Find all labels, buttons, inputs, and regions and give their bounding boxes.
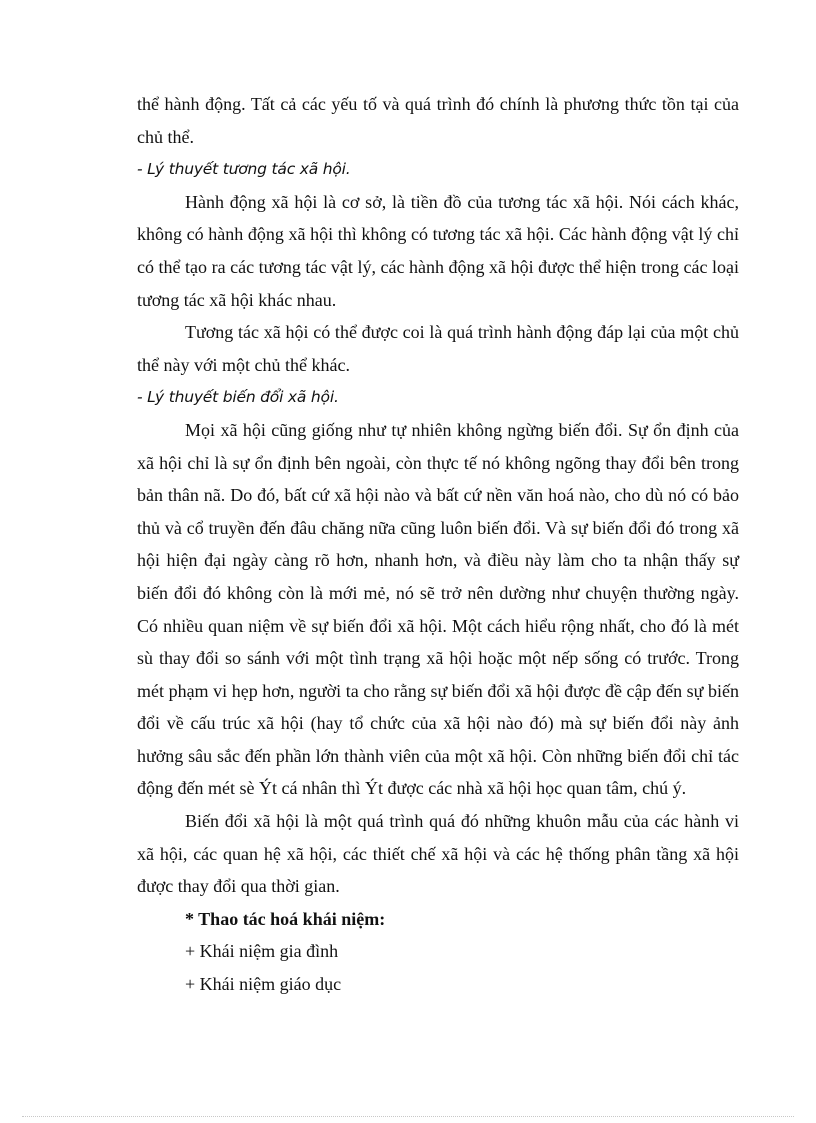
list-item-family: + Khái niệm gia đình	[185, 941, 339, 962]
heading-interaction-theory: - Lý thuyết tương tác xã hội.	[137, 160, 351, 179]
paragraph-social-action: Hành động xã hội là cơ sở, là tiền đồ của tương tác xã hội. Nói cách khác, không có hành động xã hội thì không có tương tác xã hội. Các hành động vật lý chỉ có thể tạo ra các tương tác vật lý, các hành động xã hội được thể hiện trong các loại tương tác xã hội khác nhau.	[137, 191, 739, 310]
heading-change-theory: - Lý thuyết biến đổi xã hội.	[137, 388, 339, 407]
paragraph-social-interaction: Tương tác xã hội có thể được coi là quá trình hành động đáp lại của một chủ thể này với một chủ thể khác.	[137, 322, 739, 375]
heading-operationalization: * Thao tác hoá khái niệm:	[185, 908, 386, 929]
document-body	[137, 88, 739, 1001]
paragraph-change-definition: Biến đổi xã hội là một quá trình quá đó những khuôn mẫu của các hành vi xã hội, các quan hệ xã hội, các thiết chế xã hội và các hệ thống phân tầng xã hội được thay đổi qua thời gian.	[137, 811, 739, 897]
paragraph-continuation: thể hành động. Tất cả các yếu tố và quá trình đó chính là phương thức tồn tại của chủ thể.	[137, 94, 739, 147]
page-bottom-divider	[22, 1116, 794, 1117]
paragraph-social-change: Mọi xã hội cũng giống như tự nhiên không ngừng biến đổi. Sự ổn định của xã hội chỉ là sự ổn định bên ngoài, còn thực tế nó không ngõng thay đổi bên trong bản thân nã. Do đó, bất cứ xã hội nào và bất cứ nền văn hoá nào, cho dù nó có bảo thủ và cổ truyền đến đâu chăng nữa cũng luôn biến đổi. Và sự biến đổi đó trong xã hội hiện đại ngày càng rõ hơn, nhanh hơn, và điều này làm cho ta nhận thấy sự biến đổi đó không còn là mới mẻ, nó sẽ trở nên dường như chuyện thường ngày. Có nhiều quan niệm về sự biến đổi xã hội. Một cách hiểu rộng nhất, cho đó là mét sù thay đổi so sánh với một tình trạng xã hội hoặc một nếp sống có trước. Trong mét phạm vi hẹp hơn, người ta cho rằng sự biến đổi xã hội được đề cập đến sự biến đổi về cấu trúc xã hội (hay tổ chức của xã hội nào đó) mà sự biến đổi này ảnh hưởng sâu sắc đến phần lớn thành viên của một xã hội. Còn những biến đổi chỉ tác động đến mét sè Ýt cá nhân thì Ýt được các nhà xã hội học quan tâm, chú ý.	[137, 419, 739, 799]
list-item-education: + Khái niệm giáo dục	[185, 974, 342, 995]
